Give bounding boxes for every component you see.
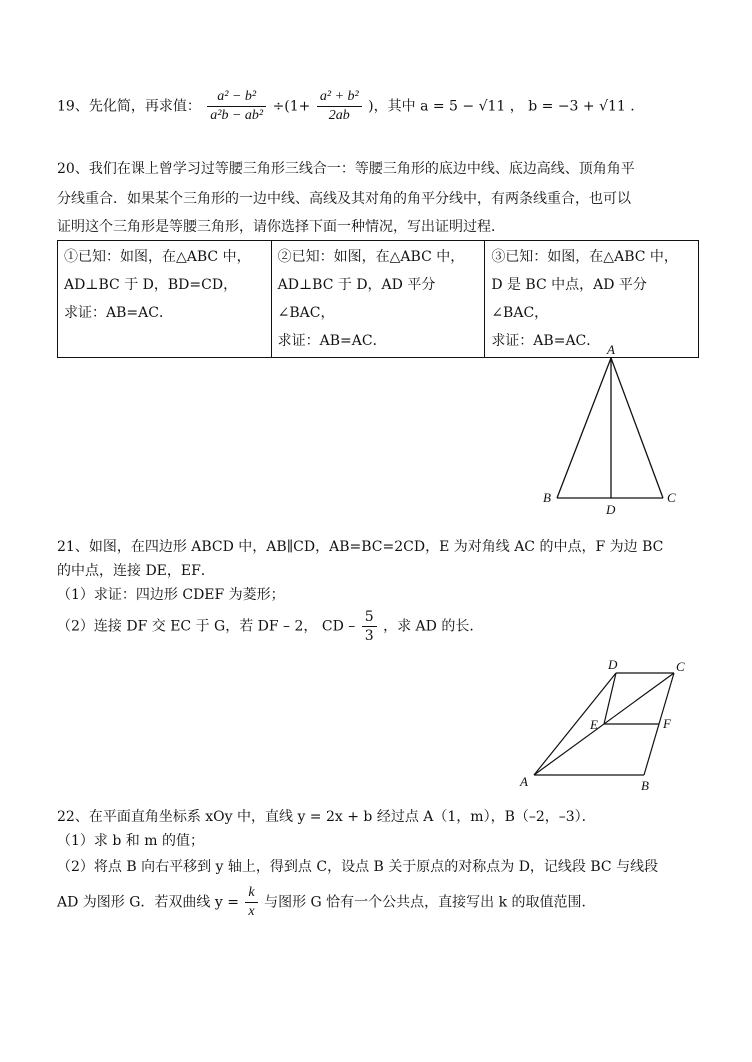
case-line: AD⊥BC 于 D，AD 平分∠BAC， — [277, 277, 436, 321]
q21-line-1: 21、如图，在四边形 ABCD 中，AB∥CD，AB=BC=2CD，E 为对角线 AC 的中点，F 为边 BC — [57, 539, 664, 555]
side-ac — [611, 358, 663, 498]
label-c: C — [667, 490, 676, 505]
q22-part-2-line-2 — [57, 884, 596, 921]
q20-case-1 — [58, 241, 272, 358]
case-line: 求证：AB=AC． — [277, 333, 387, 349]
q21-part2-text-a: （2）连接 DF 交 EC 于 G，若 DF – 2， — [57, 618, 318, 635]
q21-fraction — [362, 608, 377, 645]
case-line: 求证：AB=AC． — [491, 333, 601, 349]
q20-case-2 — [271, 241, 485, 358]
q21-line-2: 的中点，连接 DE，EF． — [57, 563, 215, 579]
q22-part-2-line-1: （2）将点 B 向右平移到 y 轴上，得到点 C，设点 B 关于原点的对称点为 D，记线段 BC 与线段 — [57, 859, 659, 875]
q21-frac-denominator: 3 — [364, 628, 374, 644]
case-line: AD⊥BC 于 D，BD=CD， — [64, 277, 238, 293]
q20-line-2: 分线重合．如果某个三角形的一边中线、高线及其对角的角平分线中，有两条线重合，也可以 — [57, 191, 631, 207]
q22-part-1: （1）求 b 和 m 的值； — [57, 833, 204, 849]
q21-frac-numerator: 5 — [362, 608, 377, 627]
label-c: C — [676, 659, 685, 674]
q19-fraction-1 — [207, 88, 266, 125]
q20-line-3: 证明这个三角形是等腰三角形，请你选择下面一种情况，写出证明过程． — [57, 219, 505, 235]
case-line: D 是 BC 中点，AD 平分∠BAC， — [491, 277, 647, 321]
q19-prefix: 19、先化简，再求值： — [57, 98, 201, 115]
q21-part-2 — [57, 608, 483, 645]
label-d: D — [606, 502, 616, 517]
q19-frac1-numerator: a² − b² — [207, 88, 266, 107]
q19-frac2-denominator: 2ab — [328, 108, 350, 123]
label-a: A — [607, 342, 615, 357]
q22-frac-numerator: k — [245, 884, 257, 903]
q22-frac-denominator: x — [248, 904, 255, 919]
quadrilateral-figure — [512, 655, 702, 795]
q19-frac2-numerator: a² + b² — [317, 88, 362, 107]
q22-part2-text-b: 与图形 G 恰有一个公共点，直接写出 k 的取值范围． — [264, 894, 596, 911]
q22-fraction — [245, 884, 257, 921]
label-b: B — [641, 778, 649, 793]
triangle-figure — [535, 340, 685, 520]
q22-line-1: 22、在平面直角坐标系 xOy 中，直线 y = 2x + b 经过点 A（1，m），B（–2，–3）． — [57, 809, 596, 825]
q19-frac1-denominator: a²b − ab² — [210, 108, 264, 123]
q19 — [57, 88, 635, 125]
q19-suffix: )，其中 a = 5 − √11 ， b = −3 + √11 . — [368, 98, 635, 115]
q19-fraction-2 — [317, 88, 362, 125]
q20-line-1: 20、我们在课上曾学习过等腰三角形三线合一：等腰三角形的底边中线、底边高线、顶角角平 — [57, 161, 635, 177]
q21-part-1: （1）求证：四边形 CDEF 为菱形； — [57, 587, 285, 603]
label-b: B — [543, 490, 551, 505]
label-d: D — [608, 657, 618, 672]
label-a: A — [520, 774, 528, 789]
case-line: ③已知：如图，在△ABC 中， — [491, 249, 678, 265]
label-f: F — [663, 716, 671, 731]
case-line: ②已知：如图，在△ABC 中， — [277, 249, 465, 265]
q22-part2-text-a: AD 为图形 G．若双曲线 y = — [57, 894, 239, 911]
label-e: E — [590, 717, 598, 732]
q21-part2-text-c: ，求 AD 的长． — [383, 618, 484, 635]
q19-operator: ÷(1+ — [272, 98, 311, 115]
side-ab — [557, 358, 611, 498]
case-line: ①已知：如图，在△ABC 中， — [64, 249, 251, 265]
case-line: 求证：AB=AC． — [64, 305, 173, 321]
q21-part2-text-b: CD – — [321, 618, 356, 635]
